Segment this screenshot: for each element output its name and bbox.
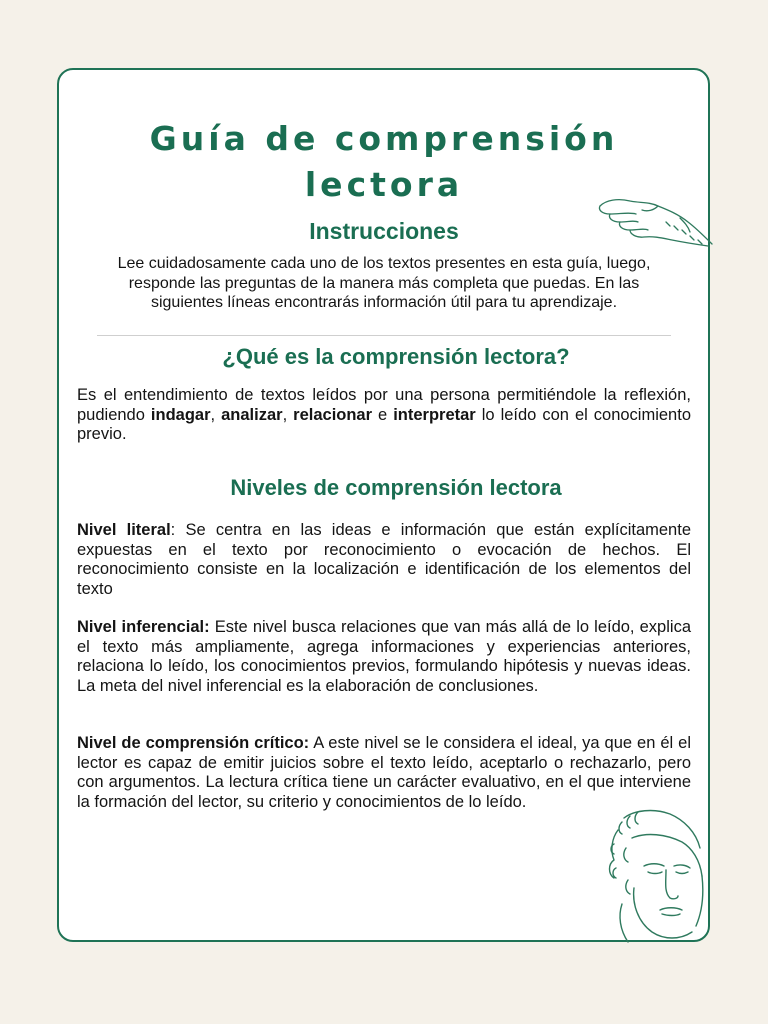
keyword-relacionar: relacionar bbox=[293, 405, 373, 424]
title-line-1: Guía de comprensión bbox=[149, 119, 619, 158]
literal-level-paragraph bbox=[77, 521, 691, 599]
title-line-2: lectora bbox=[304, 165, 464, 204]
definition-paragraph bbox=[77, 386, 691, 445]
statue-face-icon bbox=[604, 808, 712, 944]
critical-level-label: Nivel de comprensión crítico: bbox=[77, 734, 310, 752]
keyword-interpretar: interpretar bbox=[393, 405, 476, 424]
definition-heading: ¿Qué es la comprensión lectora? bbox=[222, 344, 570, 369]
definition-text: Es el entendimiento de textos leídos por una persona permitiéndole la reflexión, pudiendo bbox=[77, 386, 691, 424]
critical-level-text: A este nivel se le considera el ideal, ya que en él el lector es capaz de emitir juicios sobre el texto leído, aceptarlo o rechazarlo, pero con argumentos. La lectura crítica tiene un carácter evaluativo, en el que interviene la formación del lector, su criterio y conocimientos de lo leído. bbox=[77, 734, 691, 811]
definition-text: lo leído con el conocimiento previo. bbox=[77, 405, 691, 443]
instructions-text: Lee cuidadosamente cada uno de los textos presentes en esta guía, luego, responde las preguntas de la manera más completa que puedas. En las siguientes líneas encontrarás información útil para tu aprendizaje. bbox=[117, 255, 651, 311]
critical-level-paragraph bbox=[77, 734, 691, 812]
inferential-level-text: Este nivel busca relaciones que van más allá de lo leído, explica el texto más ampliamente, agrega informaciones y experiencias anteriores, relaciona lo leído, los conocimientos previos, formulando hipótesis y nuevas ideas. La meta del nivel inferencial es la elaboración de conclusiones. bbox=[77, 618, 691, 695]
definition-text: e bbox=[372, 405, 394, 424]
literal-level-label: Nivel literal bbox=[77, 521, 171, 539]
literal-level-text: : Se centra en las ideas e información que están explícitamente expuestas en el texto por reconocimiento o evocación de hechos. El reconocimiento consiste en la localización e identificación de los elementos del texto bbox=[77, 521, 691, 598]
inferential-level-label: Nivel inferencial: bbox=[77, 618, 210, 636]
instructions-heading: Instrucciones bbox=[309, 218, 459, 244]
keyword-analizar: analizar bbox=[221, 405, 283, 424]
definition-text: , bbox=[282, 405, 294, 424]
keyword-indagar: indagar bbox=[150, 405, 211, 424]
divider bbox=[97, 335, 671, 336]
levels-heading: Niveles de comprensión lectora bbox=[230, 475, 562, 500]
definition-text: , bbox=[210, 405, 222, 424]
inferential-level-paragraph bbox=[77, 618, 691, 696]
